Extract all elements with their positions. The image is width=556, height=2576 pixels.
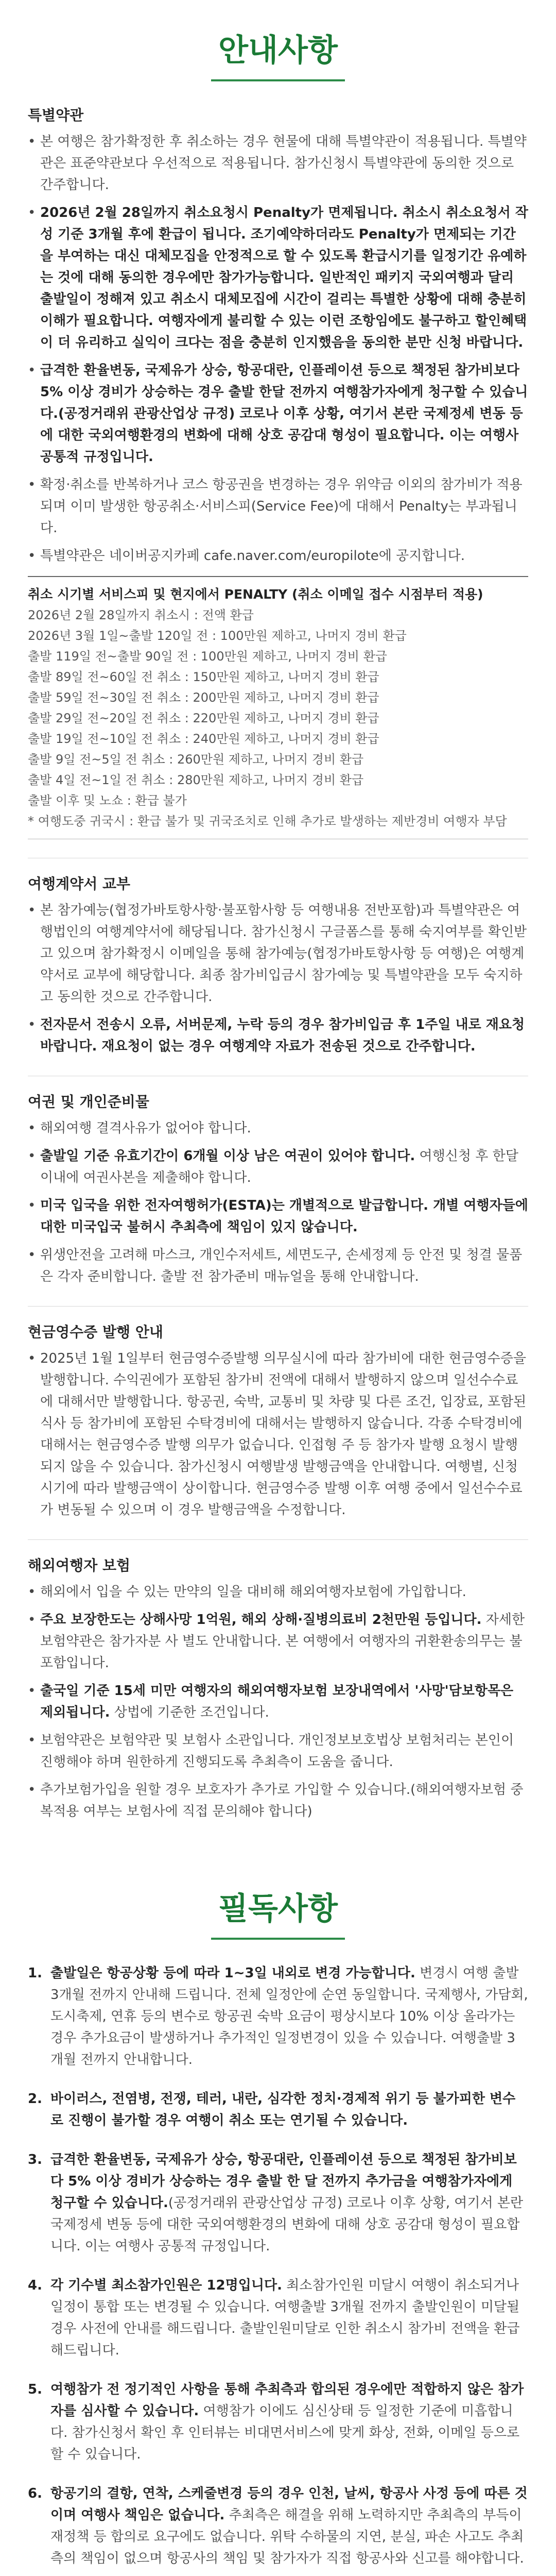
list-item: • 2026년 2월 28일까지 취소요청시 Penalty가 면제됩니다. 취소시 취소요청서 작성 기준 3개월 후에 환급이 됩니다. 조기예약하더라도 Penalty가 면제되는 기간을 부여하는 대신 대체모집을 안정적으로 할 수 있도록 환급시기를 일정기간 유예하는 것에 대해 동의한 경우에만 참가가능합니다. 일반적인 패키지 국외여행과 달리 출발일이 정해져 있고 취소시 대체모집에 시간이 걸리는 특별한 상황에 대해 충분히 이해가 필요합니다. 여행자에게 불리할 수 있는 이런 조항임에도 불구하고 할인혜택이 더 유리하고 실익이 크다는 점을 충분히 인지했음을 동의한 분만 신청 바랍니다.	[28, 202, 528, 353]
receipt-heading: 현금영수증 발행 안내	[28, 1324, 163, 1341]
cancel-fee-table	[28, 576, 528, 839]
passport-list	[28, 1117, 528, 1287]
cancel-fee-table-head: 취소 시기별 서비스피 및 현지에서 PENALTY (취소 이메일 접수 시점부터 적용)	[28, 587, 483, 602]
must-read-title: 필독사항	[218, 1891, 338, 1927]
notice-title: 안내사항	[218, 32, 338, 69]
table-row: 출발 이후 및 노쇼 : 환급 불가	[28, 793, 187, 808]
list-item: • 출발일 기준 유효기간이 6개월 이상 남은 여권이 있어야 합니다. 여행신청 후 한달 이내에 여권사본을 제출해야 합니다.	[28, 1145, 528, 1189]
table-row: 출발 119일 전~출발 90일 전 : 100만원 제하고, 나머지 경비 환급	[28, 649, 387, 664]
list-item: • 급격한 환율변동, 국제유가 상승, 항공대란, 인플레이션 등으로 책정된 참가비보다 5% 이상 경비가 상승하는 경우 출발 한달 전까지 여행참가자에게 청구할 수 있습니다.(공정거래위 관광산업상 규정) 코로나 이후 상황, 여기서 본란 국제정세 변동 등에 대한 국외여행환경의 변화에 대해 상호 공감대 형성이 필요합니다. 이는 여행사 공통적 규정입니다.	[28, 360, 528, 468]
list-item: • 전자문서 전송시 오류, 서버문제, 누락 등의 경우 참가비입금 후 1주일 내로 재요청 바랍니다. 재요청이 없는 경우 여행계약 자료가 전송된 것으로 간주합니다.	[28, 1014, 528, 1057]
table-row: 2026년 2월 28일까지 취소시 : 전액 환급	[28, 608, 254, 622]
list-item: • 추가보험가입을 원할 경우 보호자가 추가로 가입할 수 있습니다.(해외여행자보험 중복적용 여부는 보험사에 직접 문의해야 합니다)	[28, 1779, 528, 1822]
list-item: • 특별약관은 네이버공지카페 cafe.naver.com/europilote에 공지합니다.	[28, 545, 528, 567]
list-item: • 위생안전을 고려해 마스크, 개인수저세트, 세면도구, 손세정제 등 안전 및 청결 물품은 각자 준비합니다. 출발 전 참가준비 매뉴얼을 통해 안내합니다.	[28, 1244, 528, 1287]
passport-heading: 여권 및 개인준비물	[28, 1093, 149, 1110]
list-item: 3. 급격한 환율변동, 국제유가 상승, 항공대란, 인플레이션 등으로 책정된 참가비보다 5% 이상 경비가 상승하는 경우 출발 한 달 전까지 추가금을 여행참가자에게 청구할 수 있습니다.(공정거래위 관광산업상 규정) 코로나 이후 상황, 여기서 본란 국제정세 변동 등에 대한 국외여행환경의 변화에 대해 상호 공감대 형성이 필요합니다. 이는 여행사 공통적 규정입니다.	[28, 2152, 524, 2254]
list-item: • 출국일 기준 15세 미만 여행자의 해외여행자보험 보장내역에서 '사망'담보항목은 제외됩니다. 상법에 기준한 조건입니다.	[28, 1680, 528, 1723]
table-row: 출발 4일 전~1일 전 취소 : 280만원 제하고, 나머지 경비 환급	[28, 773, 364, 787]
table-row: 출발 29일 전~20일 전 취소 : 220만원 제하고, 나머지 경비 환급	[28, 711, 379, 725]
special-list	[28, 131, 528, 567]
title-underline	[211, 1938, 345, 1940]
divider	[28, 1539, 528, 1540]
list-item: • 본 여행은 참가확정한 후 취소하는 경우 현물에 대해 특별약관이 적용됩니다. 특별약관은 표준약관보다 우선적으로 적용됩니다. 참가신청시 특별약관에 동의한 것으로 간주합니다.	[28, 131, 528, 196]
must-read-list	[28, 1962, 528, 2576]
list-item: 5. 여행참가 전 정기적인 사항을 통해 추최측과 합의된 경우에만 적합하지 않은 참가자를 심사할 수 있습니다. 여행참가 이에도 심신상태 등 일정한 기준에 미흡합니다. 참가신청서 확인 후 인터뷰는 비대면서비스에 맞게 화상, 전화, 이메일 등으로 할 수 있습니다.	[28, 2382, 524, 2462]
list-item: • 주요 보장한도는 상해사망 1억원, 해외 상해·질병의료비 2천만원 등입니다. 자세한 보험약관은 참가자분 사 별도 안내합니다. 본 여행에서 여행자의 귀환환송의무는 불포함입니다.	[28, 1609, 528, 1674]
list-item: 4. 각 기수별 최소참가인원은 12명입니다. 최소참가인원 미달시 여행이 취소되거나 일정이 통합 또는 변경될 수 있습니다. 여행출발 3개월 전까지 출발인원이 미달될 경우 사전에 안내를 해드립니다. 출발인원미달로 인한 취소시 참가비 전액을 환급해드립니다.	[28, 2278, 520, 2358]
list-item: • 해외에서 입을 수 있는 만약의 일을 대비해 해외여행자보험에 가입합니다.	[28, 1581, 528, 1603]
list-item: • 보험약관은 보험약관 및 보험사 소관입니다. 개인정보보호법상 보험처리는 본인이 진행해야 하며 원한하게 진행되도록 추최측이 도움을 줍니다.	[28, 1730, 528, 1773]
table-row: 2026년 3월 1일~출발 120일 전 : 100만원 제하고, 나머지 경비 환급	[28, 629, 407, 643]
list-item: 6. 항공기의 결항, 연착, 스케줄변경 등의 경우 인천, 날씨, 항공사 사정 등에 따른 것이며 여행사 책임은 없습니다. 추최측은 해결을 위해 노력하지만 추최측의 부득이 재정책 등 합의로 요구에도 없습니다. 위탁 수하물의 지연, 분실, 파손 사고도 추최측의 책임이 없으며 항공사의 책임 및 참가자가 직접 항공사와 신고를 해야합니다.	[28, 2486, 528, 2566]
list-item: 2. 바이러스, 전염병, 전쟁, 테러, 내란, 심각한 정치·경제적 위기 등 불가피한 변수로 진행이 불가할 경우 여행이 취소 또는 연기될 수 있습니다.	[28, 2091, 516, 2128]
transfer-heading: 여행계약서 교부	[28, 875, 131, 892]
divider	[28, 1306, 528, 1307]
table-row: 출발 9일 전~5일 전 취소 : 260만원 제하고, 나머지 경비 환급	[28, 752, 364, 767]
special-heading: 특별약관	[28, 107, 84, 124]
insurance-list	[28, 1581, 528, 1822]
list-item: 1. 출발일은 항공상황 등에 따라 1~3일 내외로 변경 가능합니다. 변경시 여행 출발 3개월 전까지 안내해 드립니다. 전체 일정안에 순연 동일합니다. 국제행사, 가담회, 도시축제, 연휴 등의 변수로 항공권 숙박 요금이 평상시보다 10% 이상 올라가는 경우 추가요금이 발생하거나 추가적인 일정변경이 있을 수 있습니다. 여행출발 3개월 전까지 안내합니다.	[28, 1965, 528, 2067]
title-underline	[211, 79, 345, 81]
list-item: • 확정·취소를 반복하거나 코스 항공권을 변경하는 경우 위약금 이외의 참가비가 적용되며 이미 발생한 항공취소·서비스피(Service Fee)에 대해서 Penalty는 부과됩니다.	[28, 474, 528, 539]
list-item: • 본 참가예능(협정가바토항사항·불포함사항 등 여행내용 전반포함)과 특별약관은 여행법인의 여행계약서에 해당됩니다. 참가신청시 구글폼스를 통해 숙지여부를 확인받고 있으며 참가확정시 이메일을 통해 참가예능(협정가바토항사항 등 여행)은 여행계약서로 교부에 해당합니다. 최종 참가비입금시 참가예능 및 특별약관을 모두 숙지하고 동의한 것으로 간주합니다.	[28, 900, 528, 1008]
transfer-list	[28, 900, 528, 1057]
table-row: 출발 89일 전~60일 전 취소 : 150만원 제하고, 나머지 경비 환급	[28, 670, 379, 684]
receipt-list	[28, 1348, 528, 1521]
insurance-heading: 해외여행자 보험	[28, 1557, 131, 1574]
list-item: • 해외여행 결격사유가 없어야 합니다.	[28, 1117, 528, 1139]
list-item: • 미국 입국을 위한 전자여행허가(ESTA)는 개별적으로 발급합니다. 개별 여행자들에 대한 미국입국 불허시 추최측에 책임이 있지 않습니다.	[28, 1195, 528, 1238]
table-row: * 여행도중 귀국시 : 환급 불가 및 귀국조치로 인해 추가로 발생하는 제반경비 여행자 부담	[28, 814, 507, 828]
must-read-section	[28, 1858, 528, 2576]
list-item: • 2025년 1월 1일부터 현금영수증발행 의무실시에 따라 참가비에 대한 현금영수증을 발행합니다. 수익권에가 포함된 참가비 전액에 대해서 발행하지 않으며 일선수수료에 대해서만 발행합니다. 항공권, 숙박, 교통비 및 차량 및 다른 조건, 입장료, 포함된 식사 등 참가비에 포함된 수탁경비에 대해서는 발행하지 않습니다. 각종 수탁경비에 대해서는 현금영수증 발행 의무가 없습니다. 인접형 주 등 참가자 발행 요청시 발행되지 않을 수 있습니다. 참가신청시 여행발생 발행금액을 안내합니다. 여행별, 신청시기에 따라 발행금액이 상이합니다. 현금영수증 발행 이후 여행 중에서 일선수수료가 변동될 수 있으며 이 경우 발행금액을 수정합니다.	[28, 1348, 528, 1521]
table-row: 출발 19일 전~10일 전 취소 : 240만원 제하고, 나머지 경비 환급	[28, 732, 379, 746]
table-row: 출발 59일 전~30일 전 취소 : 200만원 제하고, 나머지 경비 환급	[28, 690, 379, 705]
